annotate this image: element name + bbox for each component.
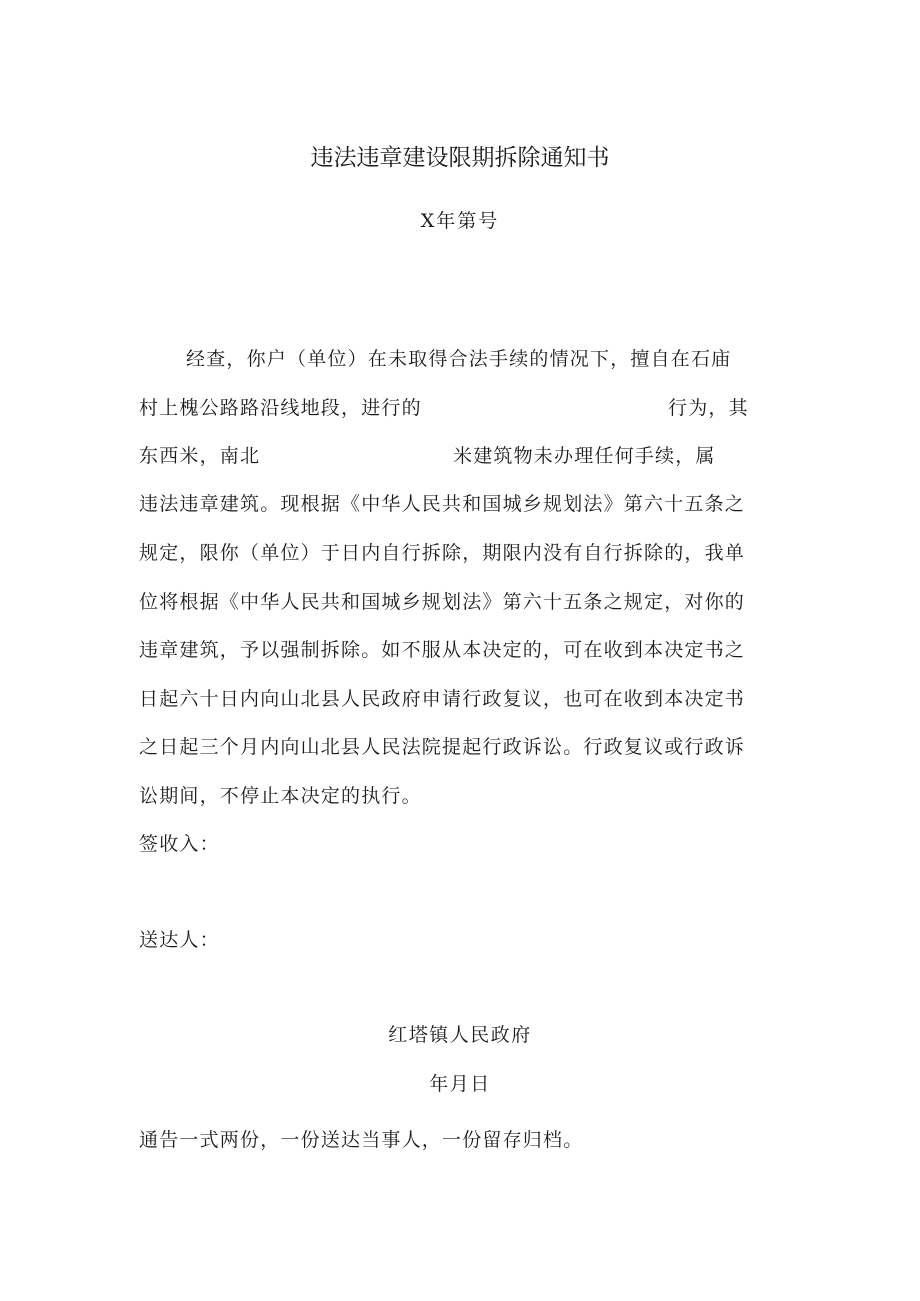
body-line-2-end: 行为，其	[668, 397, 749, 419]
signee-label: 签收入：	[139, 833, 220, 855]
body-line-3-start: 东西米，南北	[139, 445, 261, 467]
document-title: 违法违章建设限期拆除通知书	[310, 145, 610, 171]
body-line-8: 日起六十日内向山北县人民政府申请行政复议，也可在收到本决定书	[139, 688, 746, 710]
issue-date: 年月日	[429, 1073, 491, 1095]
document-number: X年第号	[420, 210, 500, 232]
body-line-6: 位将根据《中华人民共和国城乡规划法》第六十五条之规定，对你的	[139, 591, 746, 613]
body-line-2-start: 村上槐公路路沿线地段，进行的	[139, 397, 422, 419]
body-line-4: 违法违章建筑。现根据《中华人民共和国城乡规划法》第六十五条之	[139, 493, 746, 515]
body-line-5: 规定，限你（单位）于日内自行拆除，期限内没有自行拆除的，我单	[139, 542, 746, 564]
body-line-1: 经查，你户（单位）在未取得合法手续的情况下，擅自在石庙	[186, 348, 732, 370]
body-line-3-end: 米建筑物未办理任何手续，属	[453, 445, 716, 467]
deliverer-label: 送达人：	[139, 929, 220, 951]
issuer-name: 红塔镇人民政府	[388, 1024, 532, 1046]
body-line-10: 讼期间，不停止本决定的执行。	[139, 785, 422, 807]
body-line-7: 违章建筑，予以强制拆除。如不服从本决定的，可在收到本决定书之	[139, 639, 746, 661]
body-line-9: 之日起三个月内向山北县人民法院提起行政诉讼。行政复议或行政诉	[139, 736, 746, 758]
footnote: 通告一式两份，一份送达当事人，一份留存归档。	[139, 1129, 584, 1151]
